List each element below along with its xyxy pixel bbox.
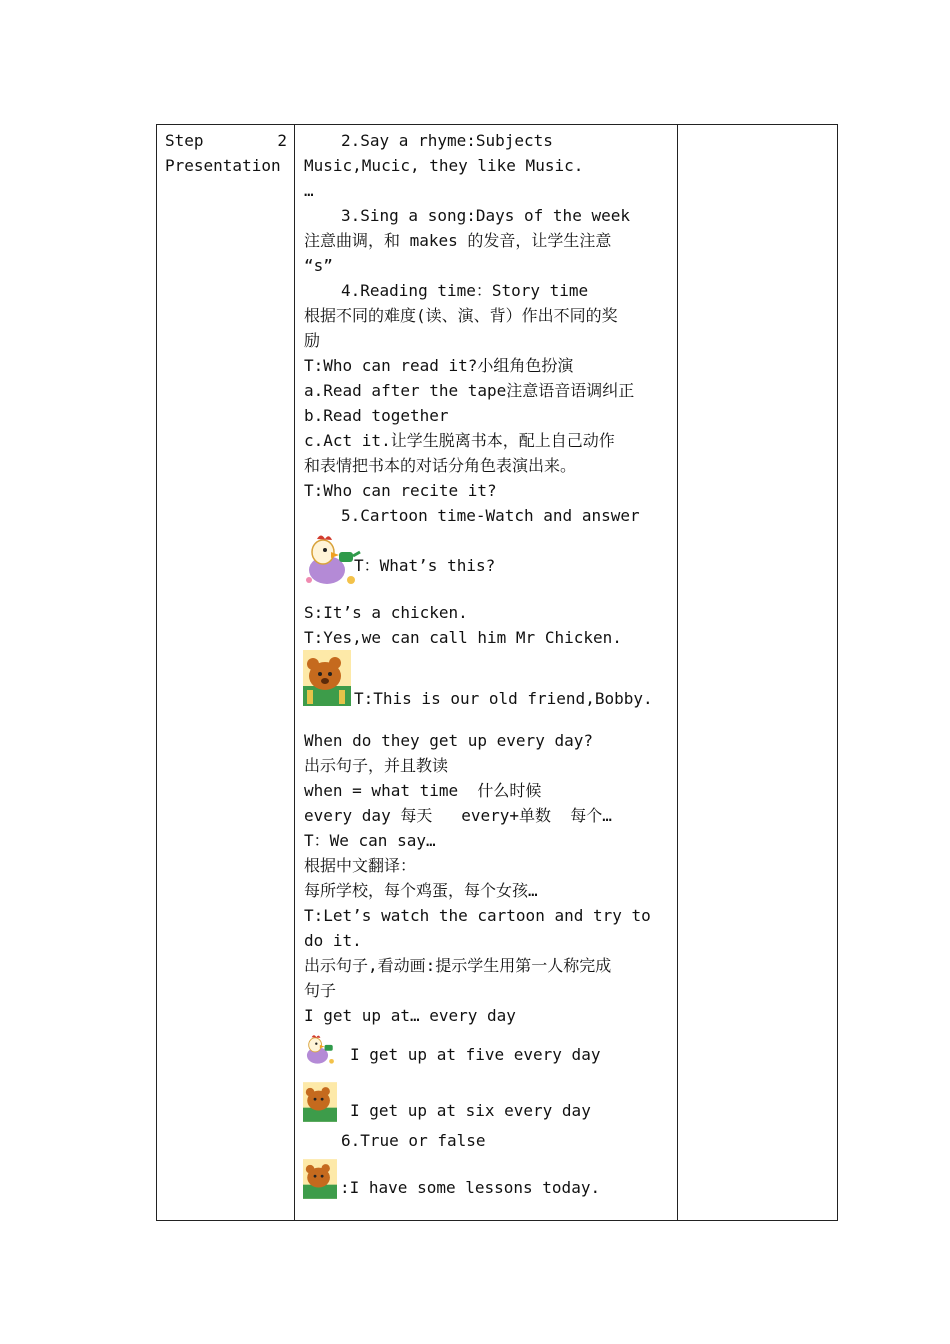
text-line: a.Read after the tape注意语音语调纠正 [304,381,635,400]
text-line: 和表情把书本的对话分角色表演出来。 [304,456,577,475]
text-line: :I have some lessons today. [340,1178,601,1197]
text-line: 励 [304,331,321,350]
text-line: S:It’s a chicken. [304,603,468,622]
text-line: 根据中文翻译： [304,856,417,875]
text-line: 2.Say a rhyme:Subjects [341,131,553,150]
notes-cell [678,125,837,1220]
text-line: 6.True or false [341,1131,486,1150]
text-line: 出示句子，并且教读 [304,756,449,775]
column-divider [294,125,295,1220]
text-line: When do they get up every day? [304,731,593,750]
text-line: T:This is our old friend,Bobby. [354,689,653,708]
text-line: T：What’s this? [354,556,496,575]
text-line: … [304,181,314,200]
text-line: “s” [304,256,333,275]
bobby-icon [303,1082,337,1122]
step-name: Presentation [165,156,281,175]
text-line: T:Who can read it?小组角色扮演 [304,356,574,375]
text-line: I get up at… every day [304,1006,516,1025]
text-line: T:Let’s watch the cartoon and try to [304,906,651,925]
text-line: 注意曲调，和 makes 的发音，让学生注意 [304,231,612,250]
text-line: c.Act it.让学生脱离书本，配上自己动作 [304,431,615,450]
truefalse-row [304,1153,672,1205]
text-line: I get up at five every day [350,1045,601,1064]
content-cell [304,128,672,1205]
step-number: 2 [277,131,287,150]
text-line: do it. [304,931,362,950]
bobby-icon [303,650,351,706]
chicken-sentence-row [304,1028,672,1072]
text-line: 每所学校，每个鸡蛋，每个女孩… [304,881,538,900]
text-line: I get up at six every day [350,1101,591,1120]
text-line: Music,Mucic, they like Music. [304,156,584,175]
step-label: Step [165,131,204,150]
text-line: b.Read together [304,406,449,425]
bobby-row [304,650,672,718]
step-cell [165,128,287,178]
text-line: T：We can say… [304,831,436,850]
bobby-sentence-row [304,1072,672,1128]
text-line: 4.Reading time：Story time [341,281,589,300]
text-line: 根据不同的难度(读、演、背）作出不同的奖 [304,306,618,325]
text-line: 3.Sing a song:Days of the week [341,206,630,225]
text-line: every day 每天 every+单数 每个… [304,806,612,825]
bobby-icon [303,1159,337,1199]
chicken-row [304,528,672,592]
lesson-table [156,124,838,1221]
text-line: when = what time 什么时候 [304,781,542,800]
text-line: T:Who can recite it? [304,481,497,500]
text-line: 句子 [304,981,337,1000]
chicken-icon [303,1032,339,1066]
text-line: 出示句子,看动画:提示学生用第一人称完成 [304,956,612,975]
text-line: T:Yes,we can call him Mr Chicken. [304,628,622,647]
text-line: 5.Cartoon time-Watch and answer [341,506,640,525]
